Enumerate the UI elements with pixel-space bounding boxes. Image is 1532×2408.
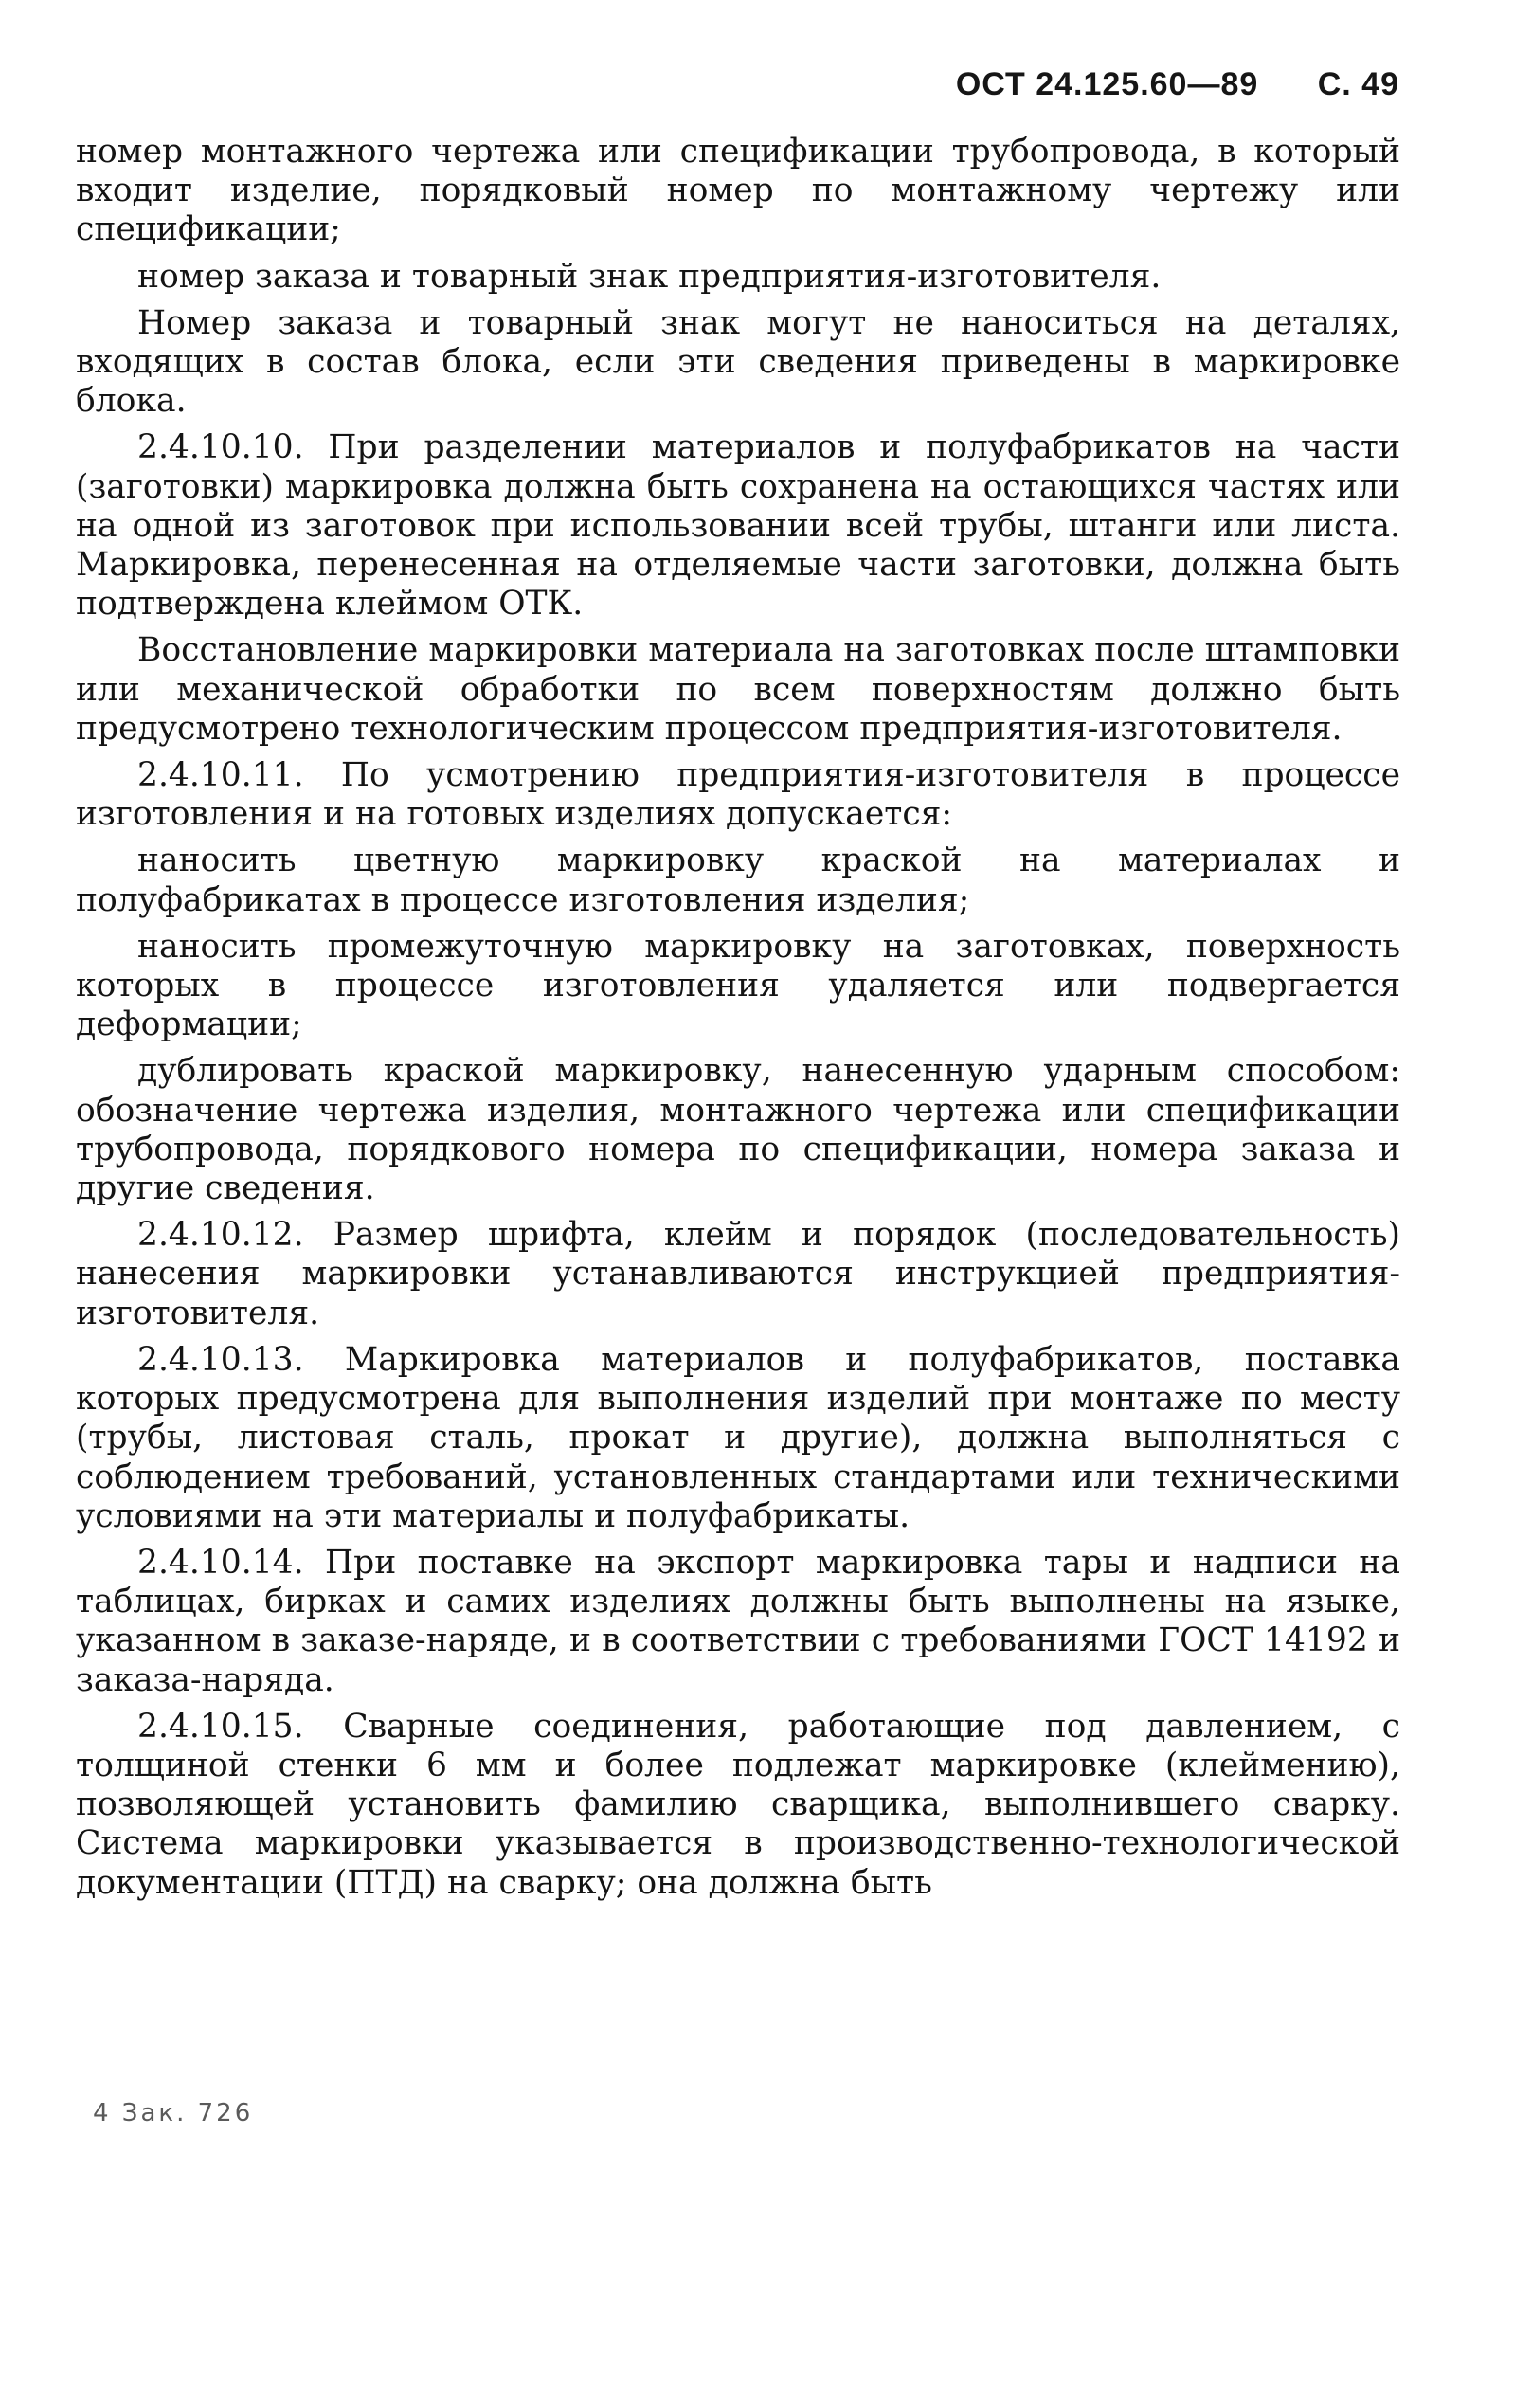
paragraph: Восстановление маркировки материала на заготовках после штамповки или механической обработки по всем поверхностям должно быть предусмотрено технологическим процессом предприятия-изготовителя.	[76, 631, 1400, 748]
paragraph: дублировать краской маркировку, нанесенную ударным способом: обозначение чертежа изделия, монтажного чертежа или спецификации трубопровода, порядкового номера по спецификации, номера заказа и другие сведения.	[76, 1052, 1400, 1208]
paragraph: 2.4.10.14. При поставке на экспорт маркировка тары и надписи на таблицах, бирках и самих изделиях должны быть выполнены на языке, указанном в заказе-наряде, и в соответствии с требованиями ГОСТ 14192 и заказа-наряда.	[76, 1543, 1400, 1699]
paragraph: номер монтажного чертежа или спецификации трубопровода, в который входит изделие, порядковый номер по монтажному чертежу или спецификации;	[76, 133, 1400, 249]
paragraph: 2.4.10.13. Маркировка материалов и полуфабрикатов, поставка которых предусмотрена для выполнения изделий при монтаже по месту (трубы, листовая сталь, прокат и другие), должна выполняться с соблюдением требований, установленных стандартами или техническими условиями на эти материалы и полуфабрикаты.	[76, 1340, 1400, 1535]
page-number: С. 49	[1317, 66, 1399, 102]
paragraph: Номер заказа и товарный знак могут не наноситься на деталях, входящих в состав блока, если эти сведения приведены в маркировке блока.	[76, 303, 1400, 421]
paragraph: наносить цветную маркировку краской на материалах и полуфабрикатах в процессе изготовления изделия;	[76, 842, 1400, 919]
page-header	[956, 66, 1399, 103]
paragraph: наносить промежуточную маркировку на заготовках, поверхность которых в процессе изготовления удаляется или подвергается деформации;	[76, 927, 1400, 1044]
print-order-mark: 4 Зак. 726	[93, 2099, 254, 2127]
paragraph: номер заказа и товарный знак предприятия-изготовителя.	[137, 257, 1162, 296]
paragraph: 2.4.10.11. По усмотрению предприятия-изготовителя в процессе изготовления и на готовых изделиях допускается:	[76, 756, 1400, 834]
paragraph: 2.4.10.10. При разделении материалов и полуфабрикатов на части (заготовки) маркировка должна быть сохранена на остающихся частях или на одной из заготовок при использовании всей трубы, штанги или листа. Маркировка, перенесенная на отделяемые части заготовки, должна быть подтверждена клеймом ОТК.	[76, 428, 1400, 624]
document-body	[76, 133, 1400, 1910]
standard-code: ОСТ 24.125.60—89	[955, 66, 1259, 102]
paragraph: 2.4.10.15. Сварные соединения, работающие под давлением, с толщиной стенки 6 мм и более подлежат маркировке (клеймению), позволяющей установить фамилию сварщика, выполнившего сварку. Система маркировки указывается в производственно-технологической документации (ПТД) на сварку; она должна быть	[76, 1707, 1400, 1902]
paragraph: 2.4.10.12. Размер шрифта, клейм и порядок (последовательность) нанесения маркировки устанавливаются инструкцией предприятия-изготовителя.	[76, 1216, 1400, 1332]
